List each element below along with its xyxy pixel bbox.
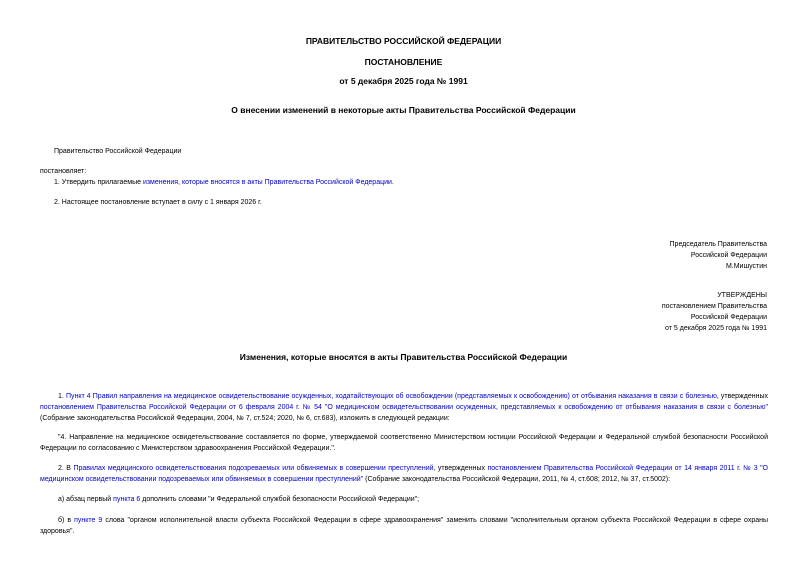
approval-block [662,290,767,334]
change-paragraph-2 [40,463,768,485]
pa-text-2: дополнить словами "и Федеральной службой безопасности Российской Федерации"; [140,496,420,503]
pb-text-2: слова "органом исполнительной власти субъекта Российской Федерации в сфере здравоохранения" заменить словами "исполнительным органом субъекта Российской Федерации в сфере охраны здоровья". [40,517,769,535]
p1-quote: "4. Направление на медицинское освидетельствование составляется по форме, утверждаемой соответственно Министерством юстиции Российской Федерации и Федеральной службой безопасности Российской Федерации по согласованию с Министерством здравоохранения Российской Федерации.". [40,434,768,452]
p1-resolution-link[interactable]: постановлением Правительства Российской Федерации от 6 февраля 2004 г. № 54 "О медицинском освидетельствовании осужденных, представляемых к освобождению от отбывания наказания в связи с болезнью" [40,404,768,411]
change-subitem-b [40,515,768,537]
p2-number: 2. В [58,465,74,472]
resolves-line: постановляет: [40,168,87,175]
change-subitem-a [40,494,768,505]
pb-point-link[interactable]: пункте 9 [74,517,103,524]
government-line: Правительство Российской Федерации [54,148,182,155]
government-header: ПРАВИТЕЛЬСТВО РОССИЙСКОЙ ФЕДЕРАЦИИ [305,36,502,46]
p2-rules-link[interactable]: Правилах медицинского освидетельствования подозреваемых или обвиняемых в совершении преступлений [73,465,434,472]
approval-line-2: постановлением Правительства [661,303,767,310]
changes-link[interactable]: изменения, которые вносятся в акты Правительства Российской Федерации [142,179,392,186]
signature-country: Российской Федерации [690,252,767,259]
resolution-item-1 [54,177,394,188]
signature-position: Председатель Правительства [669,241,767,248]
document-date-number: от 5 декабря 2025 года № 1991 [339,76,468,86]
document-type: ПОСТАНОВЛЕНИЕ [364,57,443,67]
pa-text-1: а) абзац первый [58,496,114,503]
pa-point-link[interactable]: пункта 6 [113,496,141,503]
changes-title: Изменения, которые вносятся в акты Правительства Российской Федерации [239,352,568,362]
approval-heading: УТВЕРЖДЕНЫ [717,292,767,299]
item1-prefix: 1. Утвердить прилагаемые [54,179,143,186]
p1-rules-link[interactable]: Пункт 4 Правил направления на медицинское освидетельствование осужденных, ходатайствующих об освобождении (представляемых к освобождению) от отбывания наказания в связи с болезнью [65,393,717,400]
document-title: О внесении изменений в некоторые акты Правительства Российской Федерации [231,105,576,115]
item1-suffix: . [391,179,394,186]
p1-text-2: (Собрание законодательства Российской Федерации, 2004, № 7, ст.524; 2020, № 6, ст.683), изложить в следующей редакции: [40,415,450,422]
resolution-item-2: 2. Настоящее постановление вступает в силу с 1 января 2026 г. [54,199,262,206]
p2-resolution-link[interactable]: постановлением Правительства Российской Федерации от 14 января 2011 г. № 3 "О медицинском освидетельствовании подозреваемых или обвиняемых в совершении преступлений" [40,465,768,483]
change-paragraph-1 [40,391,768,424]
p1-number: 1. [58,393,66,400]
p1-text-1: , утвержденных [716,393,768,400]
pb-text-1: б) в [58,517,75,524]
change-paragraph-1-quote [40,432,768,454]
p2-text-1: , утвержденных [433,465,488,472]
p2-text-2: (Собрание законодательства Российской Федерации, 2011, № 4, ст.608; 2012, № 37, ст.5002): [363,476,671,483]
approval-line-4: от 5 декабря 2025 года № 1991 [665,325,767,332]
approval-line-3: Российской Федерации [690,314,767,321]
signature-name: М.Мишустин [725,263,767,270]
signature-block [670,239,767,272]
